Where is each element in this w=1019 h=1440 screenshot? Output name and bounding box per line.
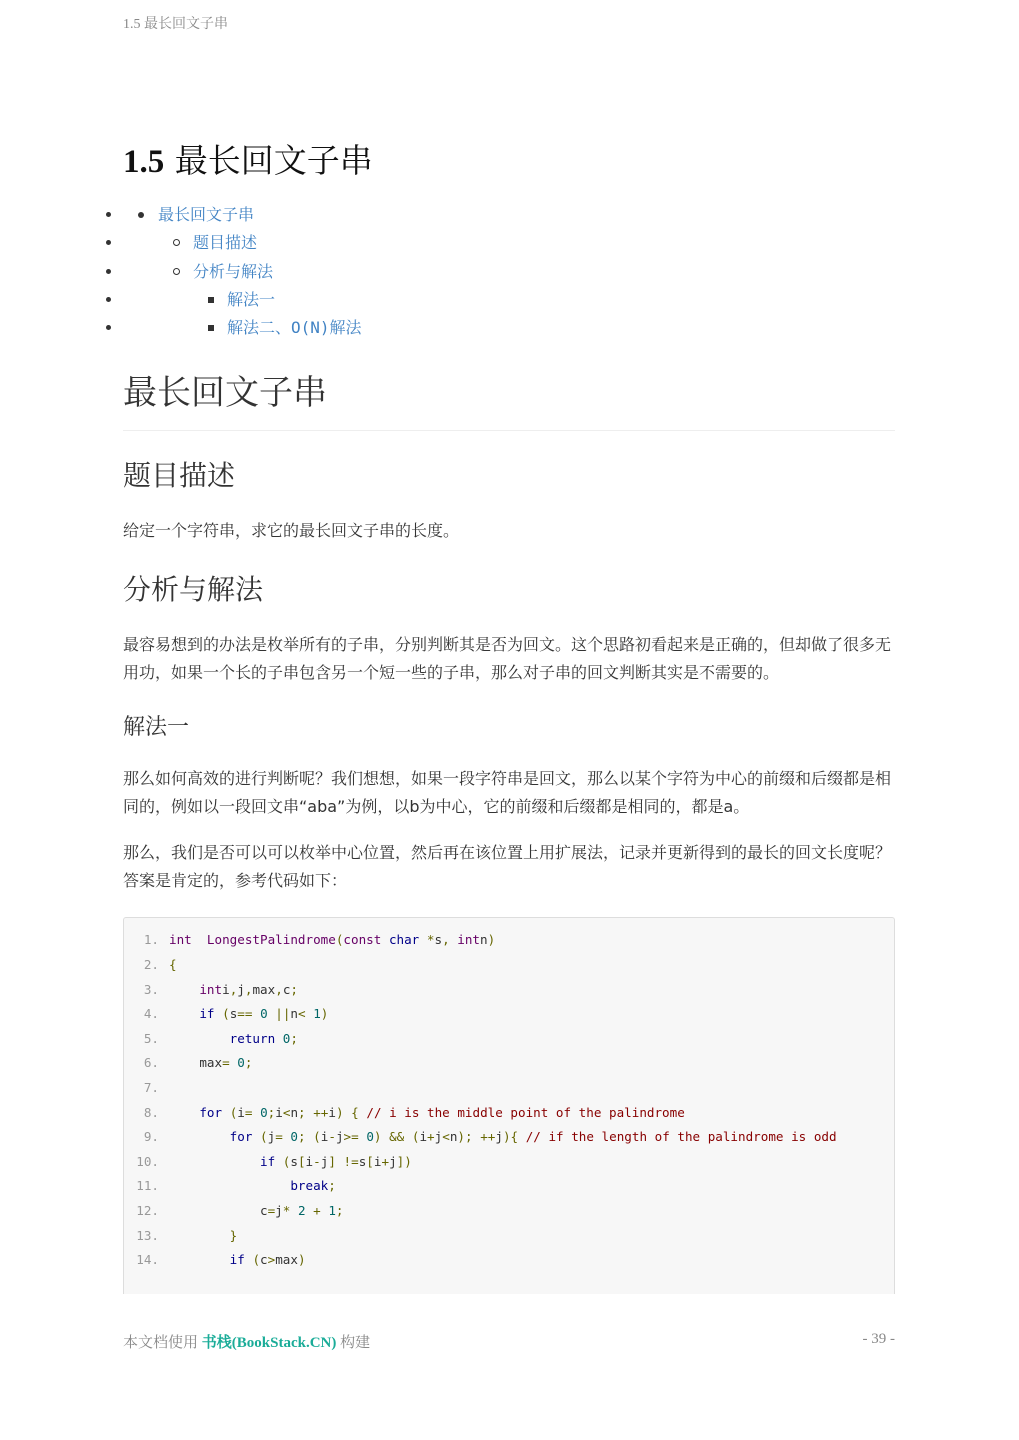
code-token: ( bbox=[252, 1252, 261, 1268]
code-token: ( bbox=[260, 1129, 268, 1145]
code-line bbox=[124, 1101, 894, 1126]
code-token: max bbox=[275, 1252, 298, 1268]
method-one-paragraph: 那么，我们是否可以可以枚举中心位置，然后再在该位置上用扩展法，记录并更新得到的最长的回文长度呢？答案是肯定的，参考代码如下： bbox=[123, 843, 892, 891]
code-token: i bbox=[275, 1104, 283, 1120]
code-line bbox=[124, 928, 894, 953]
code-token: * bbox=[282, 1203, 291, 1219]
line-number: 6. bbox=[143, 1055, 159, 1071]
code-token: ; bbox=[267, 1104, 276, 1120]
code-line bbox=[124, 1224, 894, 1249]
code-token: char bbox=[388, 932, 420, 948]
code-token: i bbox=[305, 1153, 314, 1169]
code-token bbox=[252, 1006, 260, 1021]
code-token: == bbox=[237, 1006, 253, 1022]
code-line bbox=[124, 953, 894, 978]
chapter-title bbox=[123, 140, 895, 183]
method-one-heading: 解法一 bbox=[123, 715, 190, 741]
code-line bbox=[124, 1125, 894, 1150]
toc-link-text: O(N) bbox=[291, 318, 330, 338]
code-token: { bbox=[351, 1104, 359, 1120]
code-token bbox=[275, 1154, 283, 1169]
line-number: 1. bbox=[143, 932, 159, 948]
code-token: ) bbox=[487, 932, 496, 948]
code-token bbox=[169, 1129, 230, 1144]
code-token: for bbox=[199, 1104, 223, 1120]
code-token: ; bbox=[328, 1178, 336, 1194]
code-token: const bbox=[343, 932, 382, 948]
line-number: 7. bbox=[143, 1080, 159, 1096]
code-token: j bbox=[389, 1153, 397, 1169]
code-token bbox=[169, 1105, 199, 1120]
code-token: c bbox=[260, 1252, 268, 1268]
code-token: 1 bbox=[328, 1203, 336, 1219]
toc-link-analysis[interactable]: 分析与解法 bbox=[193, 261, 274, 281]
toc-item bbox=[123, 286, 895, 314]
code-token: max bbox=[252, 981, 276, 997]
code-token bbox=[336, 1154, 344, 1169]
code-token: && bbox=[389, 1129, 405, 1145]
toc-link-text: 解法二、 bbox=[227, 318, 292, 338]
code-token bbox=[169, 1178, 290, 1193]
footer-suffix: 构建 bbox=[340, 1335, 371, 1351]
code-token: if bbox=[229, 1252, 245, 1268]
code-token: LongestPalindrome bbox=[206, 932, 336, 948]
code-token: ( bbox=[313, 1129, 321, 1145]
code-token: 0 bbox=[290, 1129, 298, 1145]
code-token: int bbox=[199, 981, 223, 997]
chapter-number: 1.5 bbox=[123, 144, 165, 180]
line-number: 2. bbox=[143, 957, 159, 973]
toc-link-method-one[interactable]: 解法一 bbox=[227, 289, 276, 309]
problem-description-heading: 题目描述 bbox=[123, 459, 236, 493]
code-token bbox=[275, 1031, 283, 1046]
code-token: int bbox=[457, 932, 480, 948]
code-token: j bbox=[237, 981, 245, 997]
code-token: j bbox=[495, 1129, 503, 1145]
code-line bbox=[124, 1027, 894, 1052]
code-token: + bbox=[427, 1129, 435, 1145]
toc-item bbox=[123, 201, 895, 229]
line-number: 5. bbox=[143, 1030, 159, 1046]
line-number: 3. bbox=[143, 981, 159, 997]
code-token: ){ bbox=[502, 1129, 519, 1145]
code-line bbox=[124, 1076, 894, 1101]
line-number: 12. bbox=[136, 1203, 159, 1219]
code-token bbox=[306, 1203, 314, 1218]
code-token: ( bbox=[411, 1129, 420, 1145]
code-line bbox=[124, 978, 894, 1003]
code-token: n bbox=[290, 1006, 299, 1022]
problem-description-text: 给定一个字符串，求它的最长回文子串的长度。 bbox=[123, 521, 460, 541]
code-token: j bbox=[320, 1153, 329, 1169]
code-token: ) bbox=[297, 1252, 306, 1268]
code-token bbox=[222, 1105, 230, 1120]
code-token: s bbox=[290, 1153, 298, 1169]
page-number: - 39 - bbox=[862, 1331, 895, 1347]
toc-link-longest-palindrome[interactable]: 最长回文子串 bbox=[158, 205, 255, 224]
code-token bbox=[169, 1006, 199, 1021]
toc-link-problem-description[interactable]: 题目描述 bbox=[193, 233, 258, 253]
code-token: s bbox=[434, 932, 443, 948]
code-token bbox=[382, 1129, 390, 1144]
footer-credit bbox=[123, 1331, 370, 1352]
code-token: c bbox=[282, 981, 291, 997]
code-token: // if the length of the palindrome is odd bbox=[525, 1129, 837, 1145]
code-token: ); bbox=[457, 1129, 473, 1145]
code-token bbox=[169, 1154, 260, 1169]
code-token: 2 bbox=[297, 1203, 306, 1219]
code-token: < bbox=[442, 1129, 450, 1145]
code-token: [ bbox=[366, 1153, 374, 1169]
code-token: n bbox=[449, 1129, 458, 1145]
code-line bbox=[124, 1002, 894, 1027]
toc-item bbox=[123, 258, 895, 286]
code-token: < bbox=[298, 1006, 306, 1022]
code-token bbox=[381, 932, 389, 947]
code-token bbox=[169, 982, 199, 997]
code-token: ) bbox=[335, 1104, 344, 1120]
code-token bbox=[290, 1203, 298, 1218]
code-line bbox=[124, 1199, 894, 1224]
page-content bbox=[123, 140, 895, 1294]
code-token: i bbox=[320, 1129, 329, 1145]
code-token: // i is the middle point of the palindrome bbox=[366, 1104, 685, 1120]
code-line bbox=[124, 1174, 894, 1199]
analysis-heading: 分析与解法 bbox=[123, 573, 264, 607]
code-token: ) bbox=[320, 1006, 329, 1022]
code-token: i bbox=[328, 1104, 336, 1120]
code-token: n bbox=[480, 932, 488, 948]
line-number: 11. bbox=[136, 1178, 159, 1194]
chapter-title-text: 最长回文子串 bbox=[174, 141, 373, 180]
code-token: return bbox=[229, 1030, 276, 1046]
code-token: ; bbox=[290, 1030, 298, 1046]
code-token: , bbox=[442, 932, 450, 948]
code-token: = bbox=[275, 1129, 283, 1145]
code-token: 0 bbox=[366, 1129, 374, 1145]
code-block bbox=[123, 917, 895, 1294]
code-token bbox=[518, 1129, 526, 1144]
code-token: < bbox=[282, 1104, 291, 1120]
code-token: , bbox=[229, 981, 238, 997]
code-token: break bbox=[290, 1178, 329, 1194]
code-token: i bbox=[237, 1104, 245, 1120]
code-token: + bbox=[313, 1203, 321, 1219]
code-token: if bbox=[199, 1006, 215, 1022]
code-token: || bbox=[275, 1006, 291, 1022]
code-token: ( bbox=[229, 1104, 238, 1120]
footer-prefix: 本文档使用 bbox=[123, 1335, 199, 1351]
code-line bbox=[124, 1248, 894, 1273]
toc-item bbox=[123, 314, 895, 342]
code-token: for bbox=[229, 1129, 253, 1145]
line-number: 10. bbox=[136, 1153, 159, 1169]
code-token: j bbox=[335, 1129, 344, 1145]
code-token: s bbox=[358, 1153, 367, 1169]
code-token: = bbox=[222, 1055, 230, 1071]
code-token: s bbox=[229, 1006, 238, 1022]
code-token: ; bbox=[335, 1203, 344, 1219]
code-token: * bbox=[426, 932, 435, 948]
code-token bbox=[192, 932, 207, 947]
code-token: 1 bbox=[313, 1006, 321, 1022]
code-token: ( bbox=[282, 1153, 291, 1169]
code-line bbox=[124, 1051, 894, 1076]
code-token: - bbox=[313, 1153, 321, 1169]
toc-link-method-two[interactable] bbox=[227, 318, 362, 337]
line-number: 4. bbox=[143, 1006, 159, 1022]
code-token: ( bbox=[222, 1006, 230, 1022]
code-token: ; bbox=[244, 1055, 253, 1071]
code-line bbox=[124, 1150, 894, 1175]
line-number: 13. bbox=[136, 1227, 159, 1243]
code-token: [ bbox=[297, 1153, 306, 1169]
code-token: j bbox=[267, 1129, 276, 1145]
code-token: != bbox=[343, 1153, 359, 1169]
toc-link-text: 解法 bbox=[329, 318, 362, 338]
analysis-text: 最容易想到的办法是枚举所有的子串，分别判断其是否为回文。这个思路初看起来是正确的，但却做了很多无用功，如果一个长的子串包含另一个短一些的子串，那么对子串的回文判断其实是不需要的。 bbox=[123, 635, 892, 683]
code-token: > bbox=[267, 1252, 276, 1268]
code-token: { bbox=[169, 957, 177, 973]
code-token: 0 bbox=[260, 1104, 268, 1120]
code-token bbox=[252, 1129, 260, 1144]
code-token: int bbox=[169, 932, 192, 948]
code-token: ]) bbox=[396, 1153, 412, 1169]
code-token: if bbox=[260, 1153, 276, 1169]
code-token: ; bbox=[290, 981, 298, 997]
code-token: 0 bbox=[237, 1055, 245, 1071]
code-token: j bbox=[275, 1203, 283, 1219]
code-token: max bbox=[169, 1055, 223, 1071]
code-token bbox=[169, 1031, 230, 1046]
toc-item bbox=[123, 229, 895, 257]
section-title: 最长回文子串 bbox=[123, 370, 895, 431]
code-token: + bbox=[381, 1153, 390, 1169]
code-token: ++ bbox=[313, 1104, 329, 1120]
code-token: , bbox=[244, 981, 253, 997]
code-token: ; bbox=[298, 1104, 306, 1120]
code-token bbox=[215, 1006, 223, 1021]
code-token: 0 bbox=[260, 1006, 268, 1022]
code-token: , bbox=[275, 981, 283, 997]
code-token: j bbox=[434, 1129, 443, 1145]
code-token: 0 bbox=[282, 1030, 291, 1046]
code-token: = bbox=[244, 1104, 253, 1120]
code-token: = bbox=[267, 1203, 276, 1219]
method-one-paragraph: 那么如何高效的进行判断呢？我们想想，如果一段字符串是回文，那么以某个字符为中心的前缀和后缀都是相同的，例如以一段回文串“aba”为例，以b为中心，它的前缀和后缀都是相同的，都是a。 bbox=[123, 769, 892, 817]
code-token: ] bbox=[328, 1153, 336, 1169]
line-number: 8. bbox=[143, 1104, 159, 1120]
line-number: 9. bbox=[143, 1129, 159, 1145]
running-head: 1.5 最长回文子串 bbox=[123, 17, 228, 32]
code-token: i bbox=[373, 1153, 382, 1169]
code-token: ++ bbox=[480, 1129, 496, 1145]
code-token: ; bbox=[297, 1129, 306, 1145]
code-token: c bbox=[169, 1203, 268, 1219]
code-token bbox=[252, 1105, 260, 1120]
line-number: 14. bbox=[136, 1252, 159, 1268]
code-token bbox=[419, 932, 427, 947]
code-token: ( bbox=[335, 932, 344, 948]
footer-brand-link[interactable]: 书栈(BookStack.CN) bbox=[201, 1335, 337, 1351]
code-token: i bbox=[419, 1129, 428, 1145]
code-token: - bbox=[328, 1129, 336, 1145]
code-token bbox=[404, 1129, 412, 1144]
code-token bbox=[169, 1228, 230, 1243]
code-token: i bbox=[222, 981, 230, 997]
table-of-contents bbox=[123, 201, 895, 342]
code-token: n bbox=[290, 1104, 299, 1120]
code-token: ) bbox=[373, 1129, 382, 1145]
code-token bbox=[169, 1252, 230, 1267]
code-token: >= bbox=[343, 1129, 359, 1145]
code-token: } bbox=[229, 1227, 238, 1243]
